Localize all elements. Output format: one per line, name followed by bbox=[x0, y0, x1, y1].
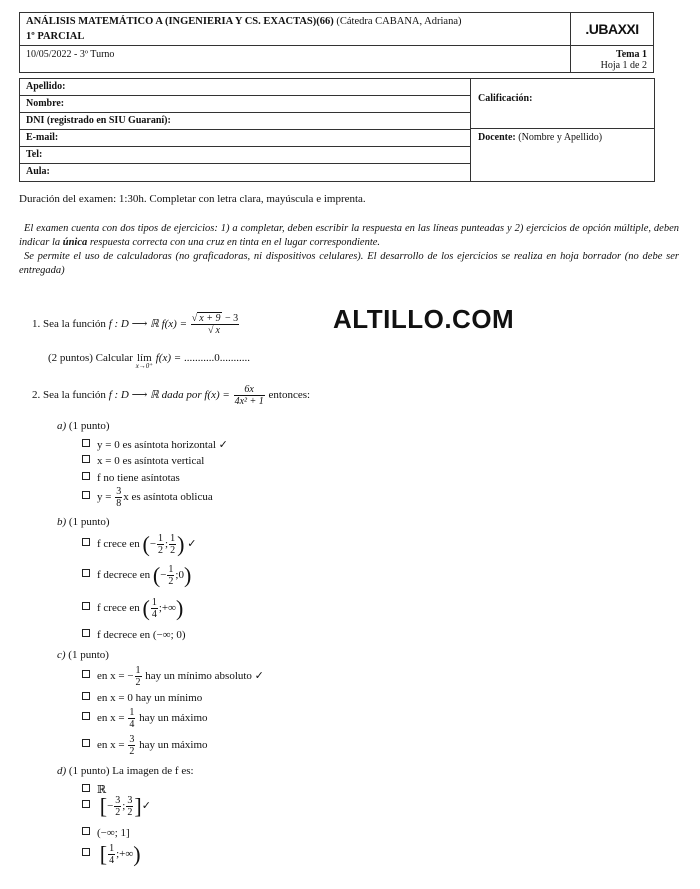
q2-number: 2. bbox=[32, 389, 41, 402]
checkbox[interactable] bbox=[82, 848, 90, 856]
q2c-label: c) bbox=[57, 649, 66, 661]
q2-num: 6x bbox=[234, 384, 265, 396]
frac-den: 2 bbox=[115, 807, 121, 818]
dni-field[interactable]: DNI (registrado en SIU Guaraní): bbox=[20, 112, 470, 129]
checkbox[interactable] bbox=[82, 455, 90, 463]
q2b-option-1[interactable]: f crece en (− $\frac{1}{2}$ ; $\frac{1}{2}$ ) ✓ bbox=[82, 533, 196, 556]
fraction bbox=[128, 707, 135, 730]
option-text: x = 0 es asíntota vertical bbox=[97, 455, 205, 467]
frac-num: 1 bbox=[129, 707, 135, 718]
checkbox[interactable] bbox=[82, 439, 90, 447]
checkbox[interactable] bbox=[82, 629, 90, 637]
option-text: ℝ bbox=[97, 784, 107, 796]
q1-part bbox=[48, 352, 250, 370]
frac-num: 1 bbox=[109, 843, 115, 854]
fraction bbox=[108, 843, 115, 866]
q2c-header bbox=[57, 649, 109, 661]
calificacion-field[interactable]: Calificación: bbox=[478, 93, 533, 104]
frac-num: 1 bbox=[135, 665, 141, 676]
interval-tail: ;+∞ bbox=[116, 848, 134, 861]
checkbox[interactable] bbox=[82, 800, 90, 808]
q1-intro: Sea la función bbox=[43, 318, 106, 331]
logo-cell bbox=[571, 13, 654, 46]
exam-duration: Duración del examen: 1:30h. Completar con letra clara, mayúscula e imprenta. bbox=[19, 193, 366, 205]
frac-den: 2 bbox=[158, 545, 164, 556]
option-text: f decrece en (−∞; 0) bbox=[97, 629, 186, 641]
q1-points: (2 puntos) Calcular bbox=[48, 352, 133, 364]
frac-den: 2 bbox=[135, 677, 141, 688]
fraction bbox=[135, 665, 142, 688]
exam-subtitle: 1º PARCIAL bbox=[26, 31, 85, 42]
q2b-label: b) bbox=[57, 516, 67, 528]
fraction bbox=[167, 564, 174, 587]
q2a-option-2[interactable] bbox=[82, 455, 204, 467]
q2d-label: d) bbox=[57, 765, 67, 777]
option-text: f decrece en bbox=[97, 569, 151, 582]
frac-num: 3 bbox=[127, 795, 133, 806]
check-icon: ✓ bbox=[141, 800, 151, 813]
option-text: en x = bbox=[97, 712, 125, 725]
course-title: ANÁLISIS MATEMÁTICO A (INGENIERIA Y CS. EXACTAS)(66) bbox=[26, 16, 334, 27]
frac-den: 4 bbox=[151, 609, 157, 620]
option-text: en x = 0 hay un mínimo bbox=[97, 692, 203, 704]
q1-fraction: $\frac{√ x + 9 - 3}{√ x}$ bbox=[191, 313, 239, 336]
checkbox[interactable] bbox=[82, 827, 90, 835]
frac-den: 4 bbox=[129, 719, 135, 730]
lim-tail: f(x) = bbox=[155, 352, 184, 364]
frac-num: 3 bbox=[115, 795, 121, 806]
frac-den: 2 bbox=[127, 807, 133, 818]
interval-tail: ;0 bbox=[175, 569, 184, 582]
q1-number: 1. bbox=[32, 318, 41, 331]
frac-num: 1 bbox=[170, 533, 176, 544]
q1-function: f : D ⟶ ℝ f(x) = bbox=[108, 318, 188, 331]
exam-date: 10/05/2022 - 3º Turno bbox=[26, 49, 115, 60]
checkbox[interactable] bbox=[82, 569, 90, 577]
apellido-field[interactable]: Apellido: bbox=[26, 81, 66, 92]
frac-num: 3 bbox=[116, 486, 122, 497]
tema: Tema 1 bbox=[615, 49, 647, 60]
q2b-option-2[interactable]: f decrece en (− $\frac{1}{2}$ ;0) bbox=[82, 564, 191, 587]
q1-den: x bbox=[215, 325, 220, 336]
q2-den: 4x² + 1 bbox=[234, 396, 264, 407]
q2b-header bbox=[57, 516, 110, 528]
checkbox[interactable] bbox=[82, 739, 90, 747]
exam-header bbox=[19, 12, 654, 73]
uba-logo: .UBAXXI bbox=[585, 21, 639, 37]
q2d-points: (1 punto) La imagen de f es: bbox=[68, 765, 194, 777]
q2a-option-1[interactable] bbox=[82, 438, 228, 451]
option-text: f crece en bbox=[97, 538, 140, 551]
option-text: hay un máximo bbox=[139, 712, 208, 725]
option-text: hay un máximo bbox=[139, 739, 208, 752]
q2c-points: (1 punto) bbox=[68, 649, 109, 661]
frac-num: 1 bbox=[168, 564, 174, 575]
frac-num: 3 bbox=[129, 734, 135, 745]
option-text: y = bbox=[97, 491, 112, 504]
q1-answer[interactable]: ...........0........... bbox=[183, 352, 250, 364]
checkbox[interactable] bbox=[82, 538, 90, 546]
option-text: en x = bbox=[97, 739, 125, 752]
tel-field[interactable]: Tel: bbox=[20, 146, 470, 163]
option-text: hay un mínimo absoluto ✓ bbox=[145, 670, 264, 683]
fraction bbox=[151, 597, 158, 620]
q2-fraction bbox=[234, 384, 265, 407]
nombre-field[interactable]: Nombre: bbox=[20, 95, 470, 112]
checkbox[interactable] bbox=[82, 784, 90, 792]
hoja: Hoja 1 de 2 bbox=[600, 60, 647, 71]
frac-den: 8 bbox=[116, 498, 122, 509]
frac-num: 1 bbox=[158, 533, 164, 544]
option-text: f no tiene asíntotas bbox=[97, 472, 180, 484]
q2b-points: (1 punto) bbox=[68, 516, 110, 528]
fraction bbox=[157, 533, 164, 556]
student-form bbox=[19, 78, 655, 182]
frac-den: 4 bbox=[109, 855, 115, 866]
question-2 bbox=[32, 384, 310, 407]
option-text: x es asíntota oblicua bbox=[123, 491, 213, 504]
fraction bbox=[114, 795, 121, 818]
q1-num: x + 9 bbox=[199, 313, 221, 324]
q2d-option-3[interactable] bbox=[82, 827, 130, 839]
q2a-points: (1 punto) bbox=[68, 420, 110, 432]
q2-intro: Sea la función bbox=[43, 389, 106, 402]
option-text: f crece en bbox=[97, 602, 140, 615]
docente-hint: (Nombre y Apellido) bbox=[518, 132, 603, 143]
checkbox[interactable] bbox=[82, 670, 90, 678]
q2a-option-3[interactable] bbox=[82, 472, 180, 484]
frac-den: 2 bbox=[129, 746, 135, 757]
instr-text: respuesta correcta con una cruz en tinta en el lugar correspondiente. bbox=[87, 237, 381, 248]
q2d-option-2[interactable]: [− $\frac{3}{2}$ ; $\frac{3}{2}$ ]✓ bbox=[82, 795, 151, 818]
instructions-p2: Se permite el uso de calculadoras (no graficadoras, ni dispositivos celulares). El desarrollo de los ejercicios se realiza en hoja borrador (no debe ser entregada) bbox=[19, 251, 679, 276]
catedra: (Cátedra CABANA, Adriana) bbox=[336, 16, 462, 27]
course-cell bbox=[20, 13, 571, 46]
option-text: en x = − bbox=[97, 670, 134, 683]
q2c-option-2[interactable] bbox=[82, 692, 202, 704]
email-field[interactable]: E-mail: bbox=[20, 129, 470, 146]
checkbox[interactable] bbox=[82, 602, 90, 610]
aula-field[interactable]: Aula: bbox=[20, 163, 470, 180]
option-text: y = 0 es asíntota horizontal ✓ bbox=[97, 439, 228, 451]
q2d-header bbox=[57, 765, 194, 777]
docente-field[interactable] bbox=[478, 132, 602, 143]
tema-cell bbox=[571, 46, 654, 73]
frac-den: 2 bbox=[170, 545, 176, 556]
question-1 bbox=[32, 313, 240, 336]
fraction bbox=[126, 795, 133, 818]
instructions-p1 bbox=[19, 222, 679, 250]
frac-num: 1 bbox=[151, 597, 157, 608]
frac-den: 2 bbox=[168, 576, 174, 587]
checkbox[interactable] bbox=[82, 692, 90, 700]
q2a-label: a) bbox=[57, 420, 67, 432]
date-cell bbox=[20, 46, 571, 73]
limit bbox=[136, 352, 153, 370]
q2c-option-1[interactable] bbox=[82, 665, 264, 688]
q2b-option-3[interactable]: f crece en ( $\frac{1}{4}$ ;+∞) bbox=[82, 597, 183, 620]
interval-tail: ;+∞ bbox=[158, 602, 176, 615]
instr-emphasis: única bbox=[62, 237, 88, 248]
instructions bbox=[19, 222, 679, 278]
q2-function: f : D ⟶ ℝ dada por f(x) = bbox=[108, 389, 230, 402]
docente-label: Docente: bbox=[478, 132, 516, 143]
q2c-option-4[interactable] bbox=[82, 734, 208, 757]
lim-text: lím bbox=[137, 352, 152, 364]
q2b-option-4[interactable] bbox=[82, 629, 186, 641]
q2a-option-4[interactable] bbox=[82, 486, 213, 509]
option-text: (−∞; 1] bbox=[97, 827, 130, 839]
checkbox[interactable] bbox=[82, 472, 90, 480]
fraction bbox=[169, 533, 176, 556]
watermark: ALTILLO.COM bbox=[333, 304, 515, 334]
q1-num-tail: − 3 bbox=[222, 313, 239, 324]
checkbox[interactable] bbox=[82, 712, 90, 720]
q2-tail: entonces: bbox=[268, 389, 311, 402]
q2d-option-4[interactable]: [ $\frac{1}{4}$ ;+∞) bbox=[82, 843, 141, 866]
fraction bbox=[115, 486, 122, 509]
q2c-option-3[interactable] bbox=[82, 707, 208, 730]
lim-sub: x→0⁺ bbox=[135, 362, 153, 370]
minus: − bbox=[149, 538, 157, 551]
q2a-header bbox=[57, 420, 110, 432]
check-icon: ✓ bbox=[187, 538, 197, 551]
checkbox[interactable] bbox=[82, 491, 90, 499]
instr-text: El examen cuenta con dos tipos de ejercicios: 1) a completar, deben escribir la respuesta en las líneas punteadas y 2) ejercicios de opción múltiple, deben indicar la bbox=[19, 223, 679, 248]
fraction bbox=[128, 734, 135, 757]
